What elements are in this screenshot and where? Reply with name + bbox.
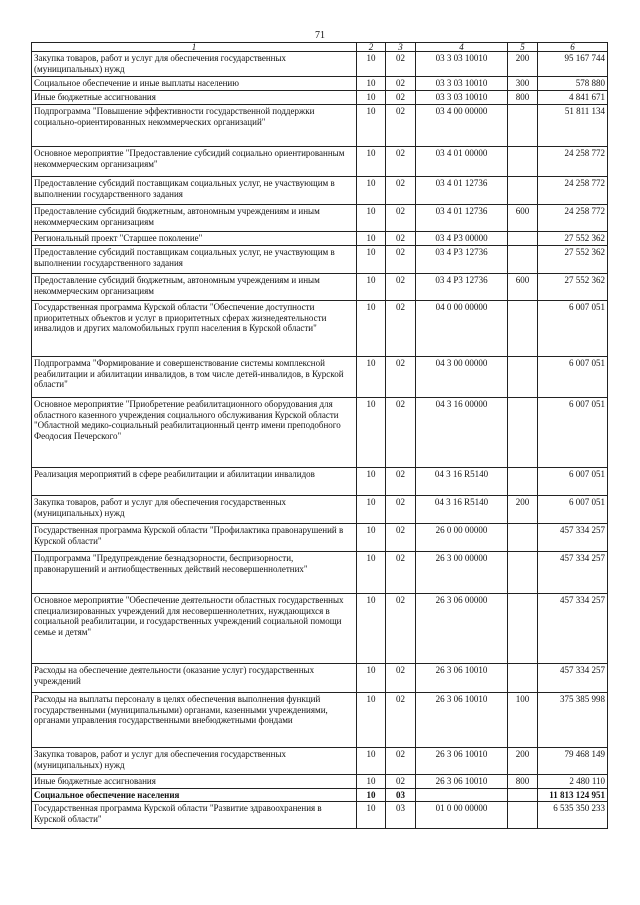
row-amount: 6 007 051 xyxy=(538,398,608,468)
row-subsection: 03 xyxy=(386,802,416,829)
row-target-article: 03 3 03 10010 xyxy=(416,77,508,91)
row-target-article: 01 0 00 00000 xyxy=(416,802,508,829)
row-expense-type xyxy=(508,664,538,693)
row-expense-type xyxy=(508,147,538,177)
row-amount: 51 811 134 xyxy=(538,105,608,147)
row-expense-type: 200 xyxy=(508,52,538,77)
row-amount: 457 334 257 xyxy=(538,594,608,664)
table-row xyxy=(32,693,608,748)
row-target-article: 04 3 00 00000 xyxy=(416,357,508,398)
row-expense-type: 800 xyxy=(508,91,538,105)
row-section: 10 xyxy=(357,788,386,802)
row-name: Иные бюджетные ассигнования xyxy=(32,775,357,789)
row-name: Реализация мероприятий в сфере реабилитации и абилитации инвалидов xyxy=(32,468,357,496)
row-name: Предоставление субсидий поставщикам социальных услуг, не участвующим в выполнении государственного задания xyxy=(32,246,357,274)
row-subsection: 02 xyxy=(386,775,416,789)
row-expense-type: 600 xyxy=(508,205,538,232)
table-row xyxy=(32,788,608,802)
row-target-article: 26 3 06 00000 xyxy=(416,594,508,664)
row-section: 10 xyxy=(357,357,386,398)
row-target-article: 03 3 03 10010 xyxy=(416,91,508,105)
row-subsection: 02 xyxy=(386,246,416,274)
table-row xyxy=(32,52,608,77)
table-row xyxy=(32,664,608,693)
row-expense-type xyxy=(508,177,538,205)
row-name: Социальное обеспечение населения xyxy=(32,788,357,802)
row-target-article: 26 3 06 10010 xyxy=(416,664,508,693)
row-expense-type xyxy=(508,246,538,274)
table-row xyxy=(32,357,608,398)
table-row xyxy=(32,105,608,147)
row-subsection: 02 xyxy=(386,664,416,693)
row-subsection: 02 xyxy=(386,468,416,496)
row-section: 10 xyxy=(357,52,386,77)
row-target-article xyxy=(416,788,508,802)
row-section: 10 xyxy=(357,468,386,496)
row-section: 10 xyxy=(357,77,386,91)
row-amount: 11 813 124 951 xyxy=(538,788,608,802)
row-name: Предоставление субсидий бюджетным, автономным учреждениям и иным некоммерческим организациям xyxy=(32,205,357,232)
table-row xyxy=(32,274,608,301)
row-target-article: 03 4 01 12736 xyxy=(416,177,508,205)
row-subsection: 02 xyxy=(386,274,416,301)
row-amount: 27 552 362 xyxy=(538,246,608,274)
row-target-article: 04 3 16 00000 xyxy=(416,398,508,468)
table-row xyxy=(32,496,608,524)
row-amount: 4 841 671 xyxy=(538,91,608,105)
row-name: Основное мероприятие "Предоставление субсидий социально ориентированным некоммерческим организациям" xyxy=(32,147,357,177)
column-header: 4 xyxy=(416,43,508,52)
table-row xyxy=(32,802,608,829)
row-expense-type xyxy=(508,105,538,147)
table-row xyxy=(32,147,608,177)
row-expense-type: 600 xyxy=(508,274,538,301)
table-row xyxy=(32,524,608,552)
row-subsection: 02 xyxy=(386,398,416,468)
row-amount: 2 480 110 xyxy=(538,775,608,789)
row-name: Региональный проект "Старшее поколение" xyxy=(32,232,357,246)
row-target-article: 03 4 01 12736 xyxy=(416,205,508,232)
row-name: Основное мероприятие "Обеспечение деятельности областных государственных специализированных учреждений для несовершеннолетних, нуждающихся в социальной реабилитации, и государственных учреждений социальной помощи семье и детям" xyxy=(32,594,357,664)
row-section: 10 xyxy=(357,105,386,147)
row-section: 10 xyxy=(357,246,386,274)
row-target-article: 03 4 P3 12736 xyxy=(416,274,508,301)
row-subsection: 02 xyxy=(386,105,416,147)
row-amount: 24 258 772 xyxy=(538,147,608,177)
table-row xyxy=(32,246,608,274)
table-row xyxy=(32,552,608,594)
row-section: 10 xyxy=(357,524,386,552)
row-target-article: 04 3 16 R5140 xyxy=(416,496,508,524)
table-row xyxy=(32,594,608,664)
row-amount: 457 334 257 xyxy=(538,664,608,693)
table-row xyxy=(32,205,608,232)
table-row xyxy=(32,77,608,91)
row-amount: 457 334 257 xyxy=(538,552,608,594)
row-section: 10 xyxy=(357,301,386,357)
row-name: Социальное обеспечение и иные выплаты населению xyxy=(32,77,357,91)
row-name: Подпрограмма "Формирование и совершенствование системы комплексной реабилитации и абилитации инвалидов, в том числе детей-инвалидов, в Курской области" xyxy=(32,357,357,398)
row-target-article: 03 4 P3 00000 xyxy=(416,232,508,246)
table-row xyxy=(32,748,608,775)
row-expense-type xyxy=(508,357,538,398)
table-row xyxy=(32,468,608,496)
row-amount: 6 007 051 xyxy=(538,468,608,496)
row-name: Закупка товаров, работ и услуг для обеспечения государственных (муниципальных) нужд xyxy=(32,52,357,77)
row-section: 10 xyxy=(357,775,386,789)
row-name: Иные бюджетные ассигнования xyxy=(32,91,357,105)
row-subsection: 02 xyxy=(386,594,416,664)
row-subsection: 02 xyxy=(386,177,416,205)
row-section: 10 xyxy=(357,398,386,468)
row-target-article: 26 0 00 00000 xyxy=(416,524,508,552)
row-amount: 95 167 744 xyxy=(538,52,608,77)
row-expense-type xyxy=(508,468,538,496)
row-target-article: 26 3 06 10010 xyxy=(416,748,508,775)
row-amount: 27 552 362 xyxy=(538,274,608,301)
row-section: 10 xyxy=(357,177,386,205)
table-body xyxy=(32,52,608,829)
row-expense-type: 200 xyxy=(508,496,538,524)
row-section: 10 xyxy=(357,91,386,105)
column-number-row xyxy=(32,43,608,52)
row-name: Закупка товаров, работ и услуг для обеспечения государственных (муниципальных) нужд xyxy=(32,748,357,775)
row-section: 10 xyxy=(357,232,386,246)
row-name: Расходы на выплаты персоналу в целях обеспечения выполнения функций государственными (муниципальными) органами, казенными учреждениями, органами управления государственными внебюджетными фондами xyxy=(32,693,357,748)
column-header: 1 xyxy=(32,43,357,52)
row-section: 10 xyxy=(357,748,386,775)
page-number: 71 xyxy=(315,30,325,41)
table-row xyxy=(32,398,608,468)
row-expense-type xyxy=(508,552,538,594)
row-name: Закупка товаров, работ и услуг для обеспечения государственных (муниципальных) нужд xyxy=(32,496,357,524)
row-section: 10 xyxy=(357,664,386,693)
row-section: 10 xyxy=(357,693,386,748)
row-name: Предоставление субсидий поставщикам социальных услуг, не участвующим в выполнении государственного задания xyxy=(32,177,357,205)
table-row xyxy=(32,301,608,357)
row-name: Подпрограмма "Повышение эффективности государственной поддержки социально-ориентированных некоммерческих организаций" xyxy=(32,105,357,147)
row-section: 10 xyxy=(357,552,386,594)
row-subsection: 02 xyxy=(386,496,416,524)
row-target-article: 03 4 00 00000 xyxy=(416,105,508,147)
row-section: 10 xyxy=(357,205,386,232)
row-expense-type xyxy=(508,524,538,552)
row-subsection: 02 xyxy=(386,77,416,91)
table-row xyxy=(32,91,608,105)
row-target-article: 03 3 03 10010 xyxy=(416,52,508,77)
row-name: Государственная программа Курской области "Обеспечение доступности приоритетных объектов и услуг в приоритетных сферах жизнедеятельности инвалидов и других маломобильных групп населения в Курской области" xyxy=(32,301,357,357)
column-header: 2 xyxy=(357,43,386,52)
row-section: 10 xyxy=(357,802,386,829)
row-expense-type: 300 xyxy=(508,77,538,91)
row-target-article: 04 0 00 00000 xyxy=(416,301,508,357)
row-subsection: 02 xyxy=(386,357,416,398)
row-name: Предоставление субсидий бюджетным, автономным учреждениям и иным некоммерческим организациям xyxy=(32,274,357,301)
row-section: 10 xyxy=(357,147,386,177)
row-section: 10 xyxy=(357,274,386,301)
row-amount: 24 258 772 xyxy=(538,205,608,232)
row-amount: 79 468 149 xyxy=(538,748,608,775)
row-expense-type xyxy=(508,232,538,246)
row-expense-type: 800 xyxy=(508,775,538,789)
row-amount: 6 007 051 xyxy=(538,357,608,398)
row-target-article: 03 4 P3 12736 xyxy=(416,246,508,274)
row-expense-type: 100 xyxy=(508,693,538,748)
column-header: 6 xyxy=(538,43,608,52)
column-header: 3 xyxy=(386,43,416,52)
row-subsection: 02 xyxy=(386,748,416,775)
row-target-article: 26 3 06 10010 xyxy=(416,775,508,789)
row-subsection: 02 xyxy=(386,693,416,748)
row-expense-type xyxy=(508,398,538,468)
budget-table xyxy=(31,42,608,829)
row-expense-type xyxy=(508,594,538,664)
row-expense-type: 200 xyxy=(508,748,538,775)
row-expense-type xyxy=(508,802,538,829)
row-amount: 578 880 xyxy=(538,77,608,91)
row-subsection: 02 xyxy=(386,552,416,594)
row-subsection: 02 xyxy=(386,205,416,232)
column-header: 5 xyxy=(508,43,538,52)
row-section: 10 xyxy=(357,496,386,524)
row-amount: 457 334 257 xyxy=(538,524,608,552)
row-subsection: 03 xyxy=(386,788,416,802)
row-name: Государственная программа Курской области "Развитие здравоохранения в Курской области" xyxy=(32,802,357,829)
row-name: Основное мероприятие "Приобретение реабилитационного оборудования для областного казенного учреждения социального обслуживания Курской области "Областной медико-социальный реабилитационный центр имени преподобного Феодосия Печерского" xyxy=(32,398,357,468)
row-amount: 6 535 350 233 xyxy=(538,802,608,829)
row-expense-type xyxy=(508,301,538,357)
row-amount: 24 258 772 xyxy=(538,177,608,205)
row-target-article: 03 4 01 00000 xyxy=(416,147,508,177)
row-subsection: 02 xyxy=(386,524,416,552)
row-name: Подпрограмма "Предупреждение безнадзорности, беспризорности, правонарушений и антиобщественных действий несовершеннолетних" xyxy=(32,552,357,594)
row-target-article: 26 3 00 00000 xyxy=(416,552,508,594)
row-target-article: 26 3 06 10010 xyxy=(416,693,508,748)
row-subsection: 02 xyxy=(386,91,416,105)
row-expense-type xyxy=(508,788,538,802)
row-name: Расходы на обеспечение деятельности (оказание услуг) государственных учреждений xyxy=(32,664,357,693)
row-amount: 27 552 362 xyxy=(538,232,608,246)
row-section: 10 xyxy=(357,594,386,664)
table-row xyxy=(32,232,608,246)
row-subsection: 02 xyxy=(386,147,416,177)
table-row xyxy=(32,775,608,789)
row-target-article: 04 3 16 R5140 xyxy=(416,468,508,496)
row-subsection: 02 xyxy=(386,301,416,357)
row-subsection: 02 xyxy=(386,232,416,246)
row-subsection: 02 xyxy=(386,52,416,77)
table-row xyxy=(32,177,608,205)
row-amount: 6 007 051 xyxy=(538,301,608,357)
row-amount: 375 385 998 xyxy=(538,693,608,748)
row-amount: 6 007 051 xyxy=(538,496,608,524)
row-name: Государственная программа Курской области "Профилактика правонарушений в Курской области" xyxy=(32,524,357,552)
